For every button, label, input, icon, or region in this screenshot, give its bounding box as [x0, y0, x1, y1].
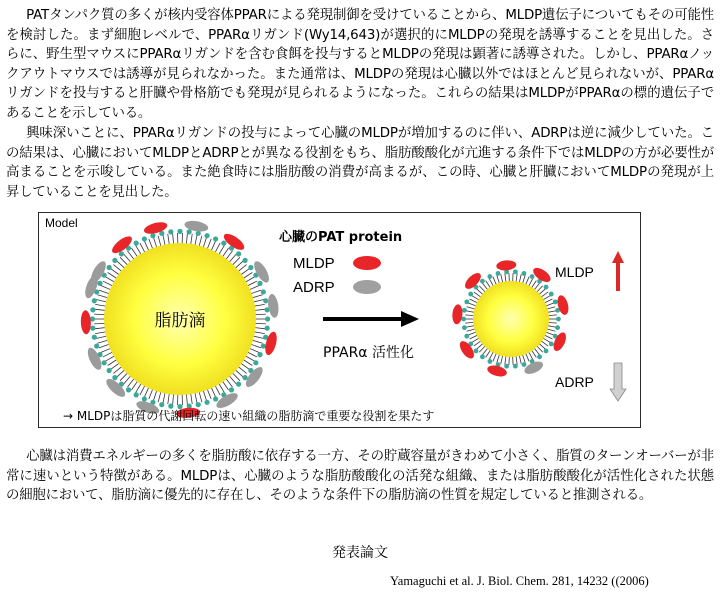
mldp-protein	[556, 294, 571, 316]
small-droplet-core	[473, 281, 549, 357]
adrp-down-arrow-icon	[610, 363, 626, 401]
mldp-protein	[457, 339, 477, 361]
mldp-protein	[452, 304, 464, 325]
mldp-protein	[263, 330, 279, 356]
figure-caption: → MLDPは脂質の代謝回転の速い組織の脂肪滴で重要な役割を果たす	[63, 409, 435, 423]
adrp-protein	[85, 346, 104, 372]
adrp-protein	[251, 259, 272, 285]
legend-mldp-label: MLDP	[293, 255, 335, 272]
legend-adrp-label: ADRP	[293, 279, 335, 296]
adrp-protein	[267, 293, 280, 318]
mldp-up-arrow-icon	[612, 251, 624, 291]
publication-citation: Yamaguchi et al. J. Biol. Chem. 281, 14232 ((2006)	[390, 574, 649, 588]
legend-adrp-swatch	[353, 280, 381, 294]
mldp-result-label: MLDP	[555, 264, 594, 280]
droplet-label: 脂肪滴	[154, 311, 206, 331]
mldp-protein	[551, 331, 569, 353]
transition-arrow	[323, 311, 419, 327]
mldp-protein	[496, 260, 517, 272]
mldp-protein	[80, 310, 91, 334]
paragraph-1: PATタンパク質の多くが核内受容体PPARによる発現制御を受けていることから、MLDP遺伝子についてもその可能性を検討した。まず細胞レベルで、PPARαリガンド(Wy14,643)が選択的にMLDPの発現を誘導することを見出した。さらに、野生型マウスにPPARαリガンドを含む食餌を投与するとMLDPの発現は顕著に誘導された。しかし、PPARαノックアウトマウスでは誘導が見られなかった。また通常は、MLDPの発現は心臓以外ではほとんど見られないが、PPARαリガンドを投与すると肝臓や骨格筋でも発現が見られるようになった。これらの結果はMLDPがPPARαの標的遺伝子であることを示している。	[6, 8, 714, 121]
activation-label: PPARα 活性化	[323, 345, 414, 361]
paragraph-2: 興味深いことに、PPARαリガンドの投与によって心臓のMLDPが増加するのに伴い、ADRPは逆に減少していた。この結果は、心臓においてMLDPとADRPとが異なる役割をもち、脂肪酸酸化が亢進する条件下ではMLDPの方が必要性が高まることを示唆している。また絶食時には脂肪酸の消費が高まるが、この時、心臓と肝臓においてMLDPの発現が上昇していることを見出した。	[6, 126, 714, 200]
adrp-protein	[214, 390, 240, 411]
figure-title: 心臓のPAT protein	[279, 230, 403, 245]
model-figure	[38, 212, 641, 428]
publication-heading: 発表論文	[332, 545, 388, 561]
mldp-protein	[143, 220, 169, 236]
paragraph-3: 心臓は消費エネルギーの多くを脂肪酸に依存する一方、その貯蔵容量がきわめて小さく、脂質のターンオーバーが非常に速いという特徴がある。MLDPは、心臓のような脂肪酸酸化の活発な組織、または脂肪酸酸化が活性化された状態の細胞において、脂肪滴に優先的に存在し、そのような条件下の脂肪滴の性質を規定していると推測される。	[6, 449, 714, 504]
legend-mldp-swatch	[353, 256, 381, 270]
small-lipid-droplet	[452, 260, 571, 379]
adrp-result-label: ADRP	[555, 374, 594, 390]
figure-label: Model	[45, 216, 78, 230]
